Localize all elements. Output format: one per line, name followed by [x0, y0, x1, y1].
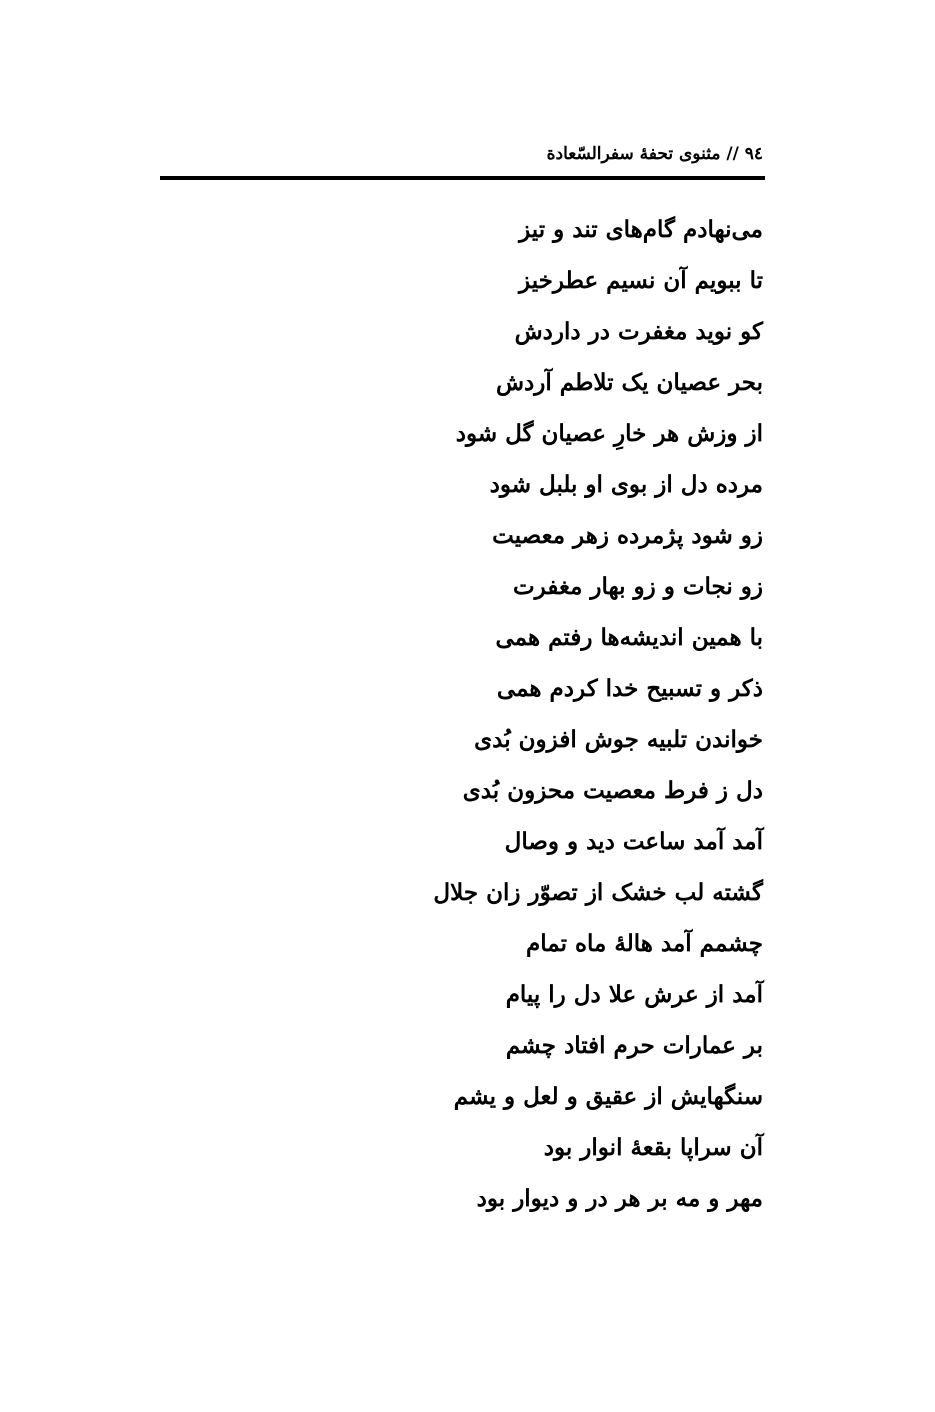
verse-line: خواندن تلبیه جوش افزون بُدی: [474, 726, 763, 753]
verse-line: از وزش هر خارِ عصیان گل شود: [455, 420, 763, 447]
verse-line: با همین اندیشه‌ها رفتم همی: [495, 624, 763, 651]
verse-line: کو نوید مغفرت در داردش: [514, 318, 763, 345]
verse-line: مرده دل از بوی او بلبل شود: [489, 471, 763, 498]
verse-line: گشته لب خشک از تصوّر زان جلال: [433, 879, 763, 906]
verse-line: تا ببویم آن نسیم عطرخیز: [519, 267, 763, 294]
verse-line: دل ز فرط معصیت محزون بُدی: [462, 777, 763, 804]
verse-line: سنگهایش از عقیق و لعل و یشم: [453, 1083, 763, 1110]
verse-line: زو شود پژمرده زهر معصیت: [492, 522, 763, 549]
header-separator: //: [726, 144, 739, 164]
verse-line: ذکر و تسبیح خدا کردم همی: [496, 675, 763, 702]
verse-line: زو نجات و زو بهار مغفرت: [513, 573, 763, 600]
verse-line: بحر عصیان یک تلاطم آردش: [495, 369, 763, 396]
verse-line: چشمم آمد هالهٔ ماه تمام: [526, 930, 763, 957]
verse-line: آمد آمد ساعت دید و وصال: [504, 828, 763, 855]
book-title: مثنوی تحفهٔ سفرالسّعادة: [546, 144, 721, 164]
verse-line: مهر و مه بر هر در و دیوار بود: [476, 1185, 763, 1212]
verse-line: آن سراپا بقعهٔ انوار بود: [543, 1134, 763, 1161]
running-header: [547, 140, 763, 168]
verse-line: بر عمارات حرم افتاد چشم: [505, 1032, 763, 1059]
verse-line: می‌نهادم گام‌های تند و تیز: [519, 216, 763, 243]
verse-list: [163, 204, 763, 1224]
header-rule: [160, 176, 765, 180]
page-number: ٩٤: [744, 144, 763, 164]
verse-line: آمد از عرش علا دل را پیام: [505, 981, 763, 1008]
